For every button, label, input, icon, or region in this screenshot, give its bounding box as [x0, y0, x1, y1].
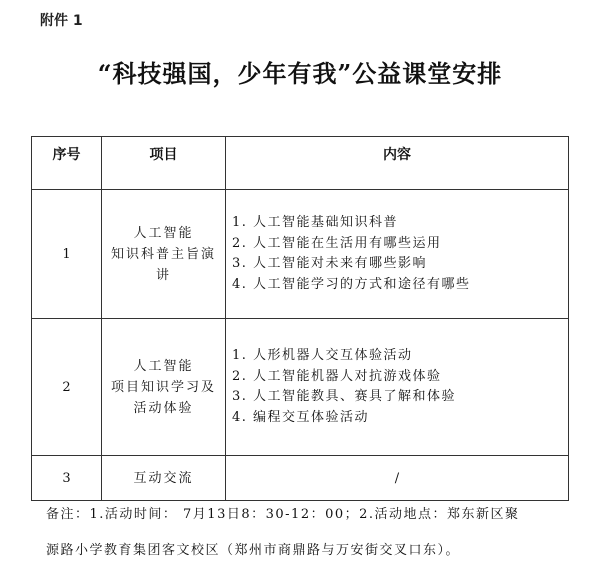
column-header-item: 项目 — [102, 137, 226, 190]
row-number: 2 — [32, 319, 102, 456]
table-row — [32, 456, 569, 501]
column-header-no: 序号 — [32, 137, 102, 190]
content-line: 2. 人工智能机器人对抗游戏体验 — [232, 368, 442, 384]
table-header-row — [32, 137, 569, 190]
column-header-content: 内容 — [226, 137, 569, 190]
row-item — [102, 190, 226, 319]
content-line: 4. 编程交互体验活动 — [232, 409, 370, 425]
row-content: / — [226, 456, 569, 501]
row-content — [226, 319, 569, 456]
content-line: 3. 人工智能教具、赛具了解和体验 — [232, 389, 457, 404]
content-line: 2. 人工智能在生活用有哪些运用 — [232, 235, 442, 251]
item-line: 人工智能 — [133, 225, 194, 241]
row-number: 3 — [32, 456, 102, 501]
content-line: 4. 人工智能学习的方式和途径有哪些 — [232, 276, 471, 292]
page-title: “科技强国，少年有我”公益课堂安排 — [97, 59, 503, 88]
item-line: 互动交流 — [133, 470, 194, 486]
item-line: 项目知识学习及 — [110, 379, 216, 395]
schedule-table — [31, 136, 569, 501]
note-line-2: 源路小学教育集团客文校区（郑州市商鼎路与万安街交叉口东）。 — [46, 543, 461, 558]
table-row — [32, 319, 569, 456]
item-line: 知识科普主旨演 — [110, 246, 216, 262]
row-item — [102, 456, 226, 501]
item-line: 讲 — [155, 267, 171, 283]
row-item — [102, 319, 226, 456]
note-line-1: 备注：1.活动时间： 7月13日8：30-12：00；2.活动地点：郑东新区聚 — [46, 507, 520, 522]
item-line: 活动体验 — [133, 400, 194, 416]
content-line: 1. 人工智能基础知识科普 — [232, 215, 399, 230]
attachment-label: 附件 1 — [40, 13, 83, 29]
row-content — [226, 190, 569, 319]
row-number: 1 — [32, 190, 102, 319]
content-line: 3. 人工智能对未来有哪些影响 — [232, 256, 428, 271]
item-line: 人工智能 — [133, 358, 194, 374]
table-row — [32, 190, 569, 319]
content-line: 1. 人形机器人交互体验活动 — [232, 348, 413, 363]
